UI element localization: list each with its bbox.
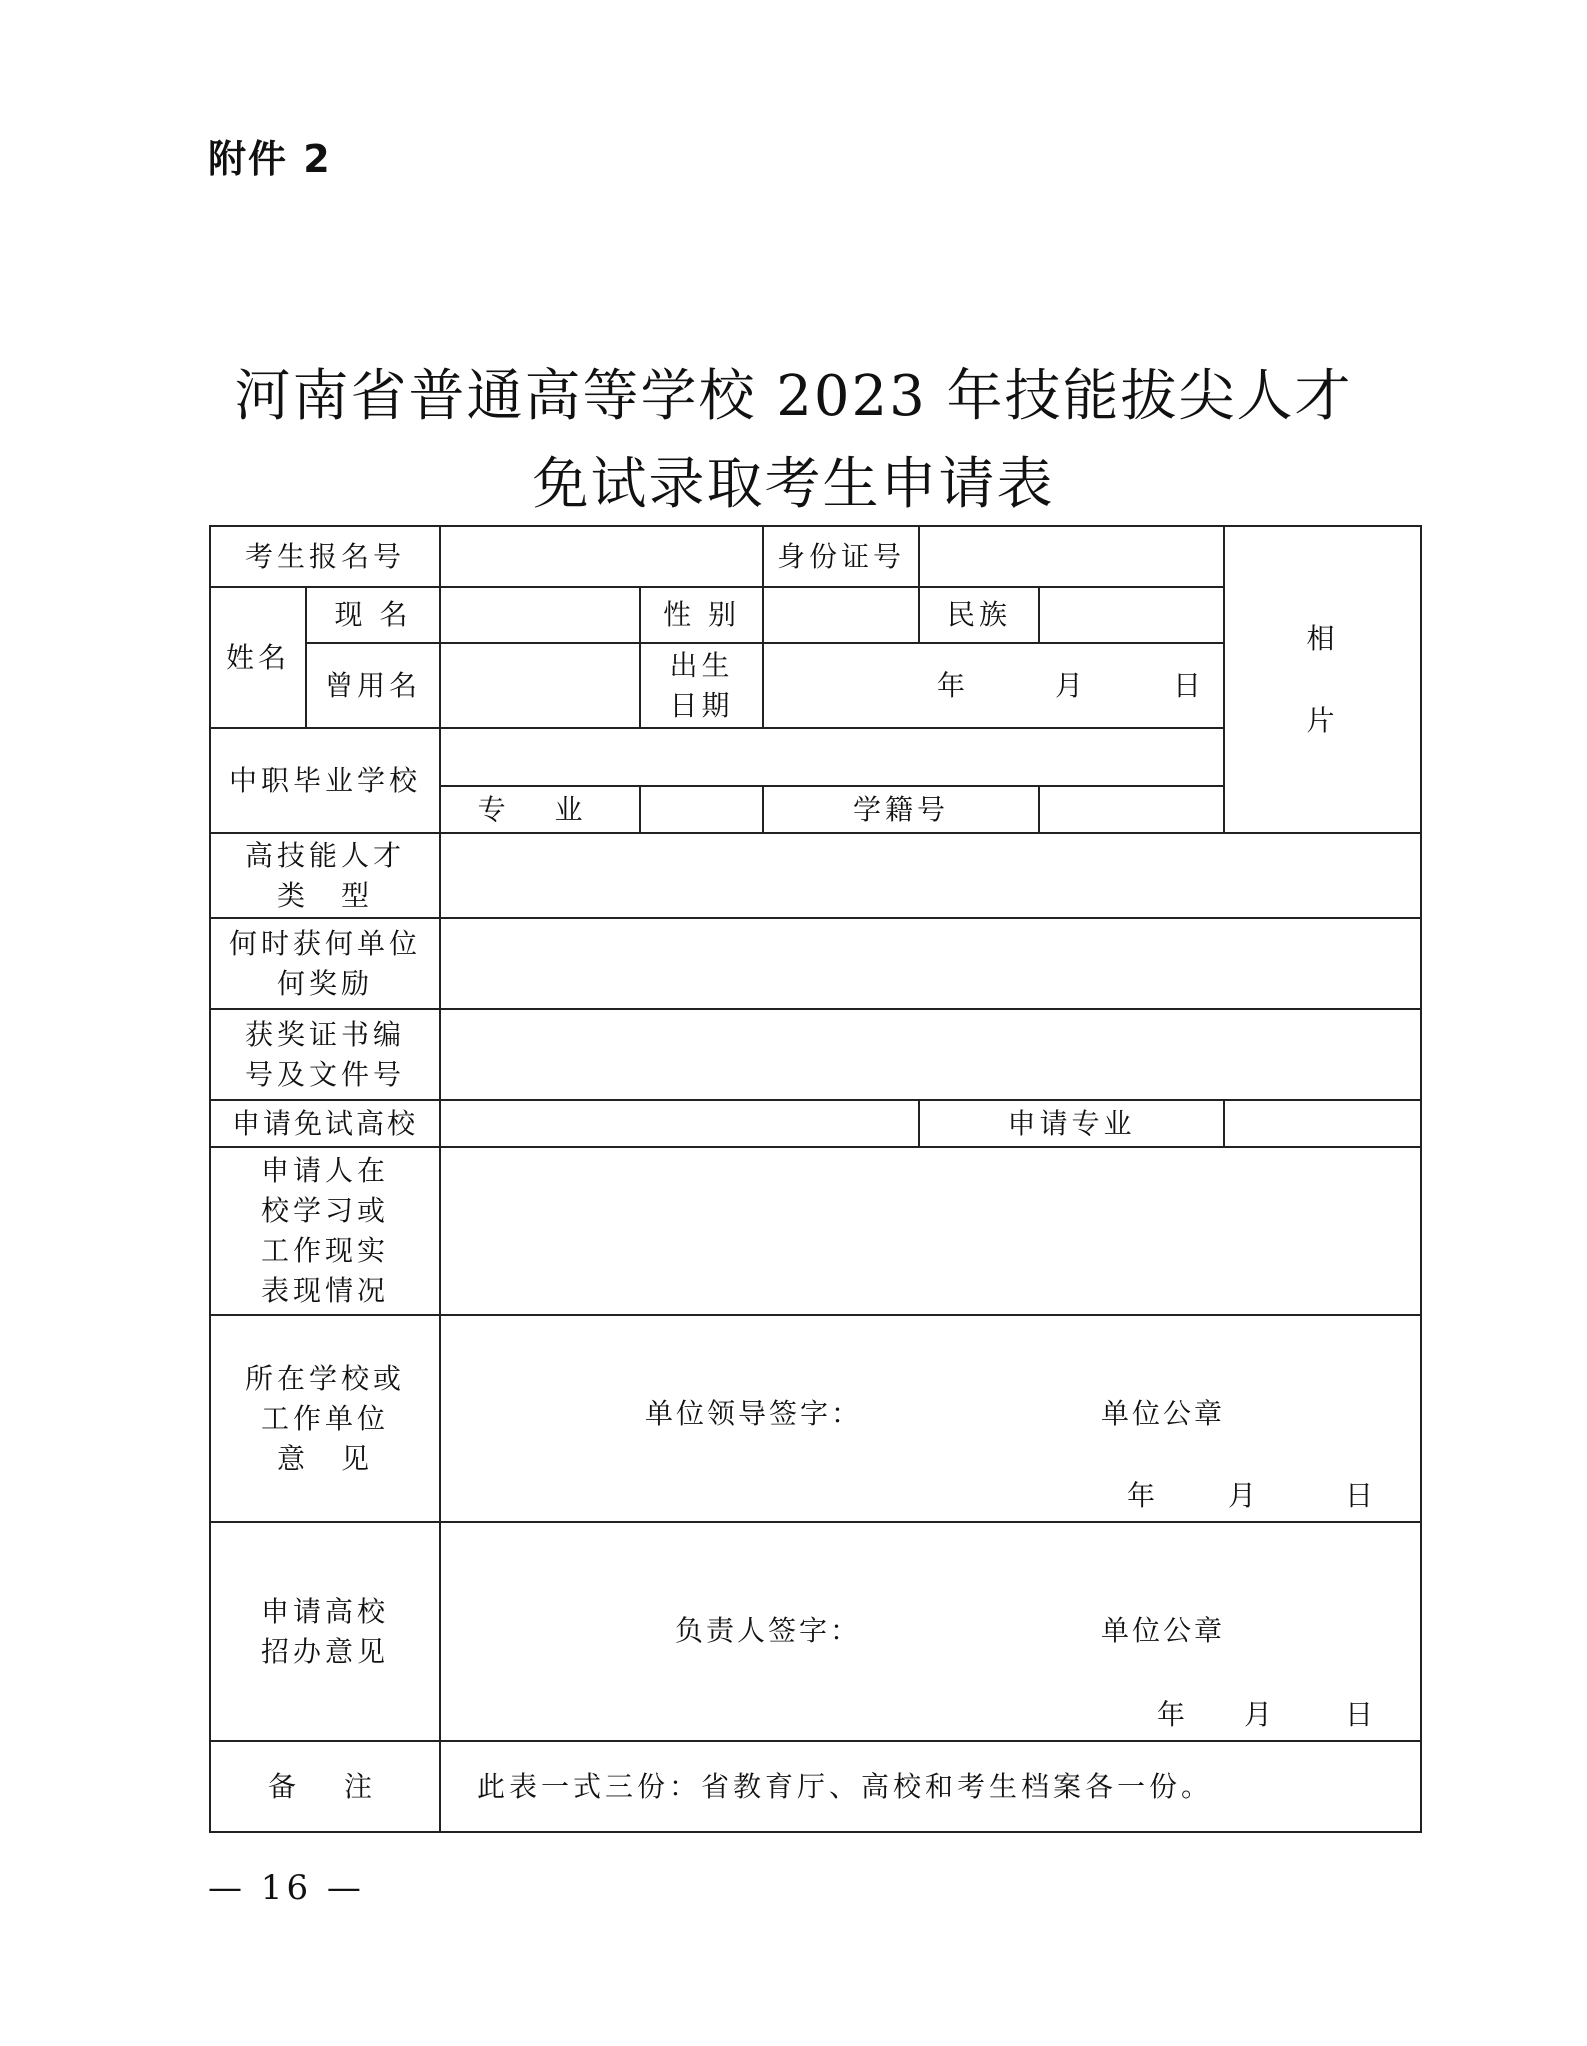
principal-sign-label: 负责人签字： — [675, 1614, 862, 1647]
college-opinion-month: 月 — [1244, 1698, 1276, 1731]
former-name-field[interactable] — [440, 643, 640, 728]
form-title-line1: 河南省普通高等学校 2023 年技能拔尖人才 — [234, 364, 1353, 429]
college-opinion-label — [210, 1522, 440, 1741]
birth-date-placeholder — [937, 669, 1205, 702]
talent-type-label — [210, 833, 440, 918]
unit-opinion-year: 年 — [1127, 1479, 1159, 1512]
certificate-no-label — [210, 1009, 440, 1100]
performance-label-1: 申请人在 — [261, 1154, 390, 1187]
exam-reg-no-label: 考生报名号 — [210, 526, 440, 587]
performance-field[interactable] — [440, 1147, 1421, 1315]
birth-date-label — [640, 643, 763, 728]
attachment-label: 附件 2 — [208, 137, 332, 181]
certificate-no-label-2: 号及文件号 — [245, 1057, 406, 1091]
apply-school-label: 申请免试高校 — [210, 1100, 440, 1147]
form-title-line2: 免试录取考生申请表 — [532, 452, 1055, 517]
award-info-label-2: 何奖励 — [277, 966, 374, 1000]
photo-label-1: 相 — [1306, 621, 1339, 655]
vocational-school-label: 中职毕业学校 — [210, 728, 440, 833]
performance-label-4: 表现情况 — [261, 1274, 390, 1307]
gender-field[interactable] — [763, 587, 919, 643]
student-no-field[interactable] — [1039, 786, 1224, 833]
major-field[interactable] — [640, 786, 763, 833]
college-opinion-label-1: 申请高校 — [261, 1594, 390, 1628]
birth-month-unit: 月 — [1054, 668, 1087, 702]
student-no-label: 学籍号 — [763, 786, 1039, 833]
unit-opinion-label-2: 工作单位 — [261, 1401, 390, 1435]
page-number: — 16 — — [208, 1868, 365, 1908]
birth-date-field[interactable] — [763, 643, 1224, 728]
current-name-label: 现 名 — [306, 587, 440, 643]
unit-opinion-month: 月 — [1228, 1479, 1260, 1512]
id-no-label: 身份证号 — [763, 526, 919, 587]
exam-reg-no-field[interactable] — [440, 526, 763, 587]
college-opinion-year: 年 — [1157, 1698, 1189, 1731]
certificate-no-label-1: 获奖证书编 — [245, 1017, 406, 1051]
leader-sign-label: 单位领导签字： — [645, 1397, 863, 1430]
college-opinion-day: 日 — [1345, 1698, 1377, 1731]
talent-type-label-2: 类 型 — [277, 878, 374, 912]
unit-opinion-label-3: 意 见 — [277, 1441, 374, 1475]
apply-major-label: 申请专业 — [919, 1100, 1224, 1147]
college-seal-label: 单位公章 — [1101, 1614, 1226, 1647]
award-info-label — [210, 918, 440, 1009]
photo-box[interactable] — [1224, 526, 1421, 833]
college-opinion-field[interactable] — [440, 1522, 1421, 1741]
award-info-label-1: 何时获何单位 — [229, 926, 422, 960]
unit-seal-label: 单位公章 — [1101, 1397, 1226, 1430]
remarks-text: 此表一式三份：省教育厅、高校和考生档案各一份。 — [440, 1741, 1421, 1832]
remarks-label: 备 注 — [210, 1741, 440, 1832]
talent-type-field[interactable] — [440, 833, 1421, 918]
id-no-field[interactable] — [919, 526, 1224, 587]
birth-date-label-2: 日期 — [669, 688, 734, 722]
unit-opinion-day: 日 — [1345, 1479, 1377, 1512]
college-opinion-label-2: 招办意见 — [261, 1634, 390, 1668]
birth-date-label-1: 出生 — [669, 648, 734, 682]
gender-label: 性 别 — [640, 587, 763, 643]
performance-label-2: 校学习或 — [261, 1194, 390, 1227]
photo-label-2: 片 — [1306, 703, 1339, 737]
award-info-field[interactable] — [440, 918, 1421, 1009]
unit-opinion-label-1: 所在学校或 — [245, 1361, 406, 1395]
birth-year-unit: 年 — [936, 668, 969, 702]
college-opinion-date — [1157, 1695, 1376, 1735]
vocational-school-field[interactable] — [440, 728, 1224, 786]
apply-major-field[interactable] — [1224, 1100, 1421, 1147]
unit-opinion-date — [1127, 1476, 1376, 1516]
certificate-no-field[interactable] — [440, 1009, 1421, 1100]
name-label: 姓名 — [210, 587, 306, 728]
talent-type-label-1: 高技能人才 — [245, 838, 406, 872]
apply-school-field[interactable] — [440, 1100, 919, 1147]
unit-opinion-field[interactable] — [440, 1315, 1421, 1522]
major-label: 专 业 — [440, 786, 640, 833]
birth-day-unit: 日 — [1173, 668, 1206, 702]
ethnicity-field[interactable] — [1039, 587, 1224, 643]
performance-label-3: 工作现实 — [261, 1234, 390, 1267]
performance-label — [210, 1147, 440, 1315]
former-name-label: 曾用名 — [306, 643, 440, 728]
application-form-table — [209, 525, 1422, 1833]
ethnicity-label: 民族 — [919, 587, 1039, 643]
unit-opinion-label — [210, 1315, 440, 1522]
current-name-field[interactable] — [440, 587, 640, 643]
